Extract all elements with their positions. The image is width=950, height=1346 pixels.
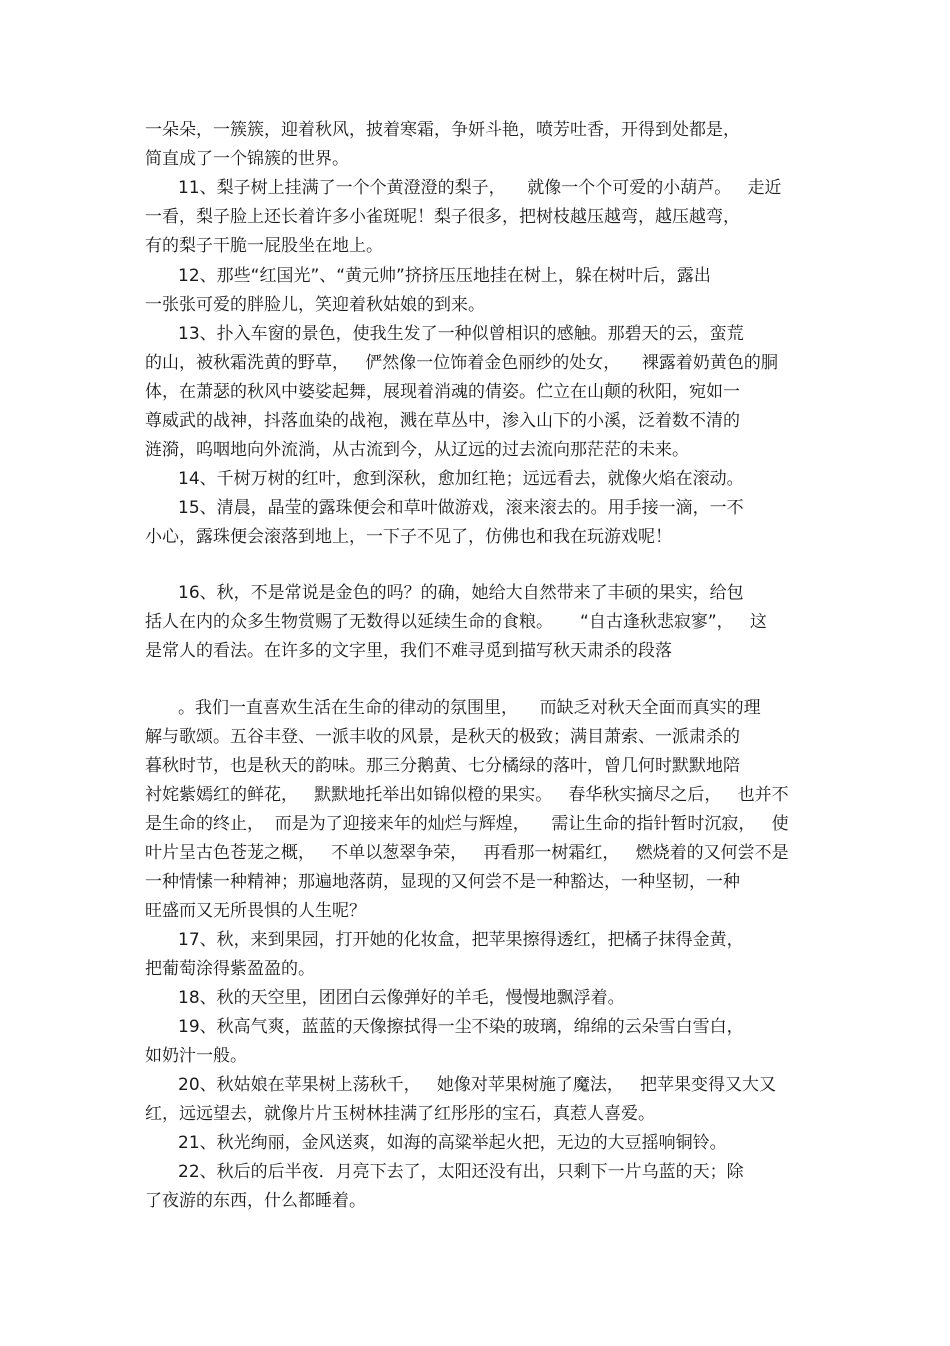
text-line: 括人在内的众多生物赏赐了无数得以延续生命的食粮。 “自古逢秋悲寂寥”， 这: [145, 612, 767, 632]
text-line: 一种情愫一种精神；那遍地落荫，显现的又何尝不是一种豁达，一种坚韧，一种: [145, 872, 740, 892]
paragraph-20: 20、秋姑娘在苹果树上荡秋千， 她像对苹果树施了魔法， 把苹果变得又大又: [178, 1075, 777, 1095]
paragraph-21: 21、秋光绚丽，金风送爽，如海的高粱举起火把，无边的大豆摇响铜铃。: [178, 1133, 727, 1153]
text-line: 解与歌颂。五谷丰登、一派丰收的风景，是秋天的极致；满目萧索、一派肃杀的: [145, 727, 740, 747]
text-line: 有的梨子干脆一屁股坐在地上。: [145, 236, 383, 256]
paragraph-19: 19、秋高气爽，蓝蓝的天像擦拭得一尘不染的玻璃，绵绵的云朵雪白雪白，: [178, 1017, 744, 1037]
text-line: 了夜游的东西，什么都睡着。: [145, 1191, 366, 1211]
paragraph-13: 13、扑入车窗的景色，使我生发了一种似曾相识的感触。那碧天的云，蛮荒: [178, 324, 744, 344]
paragraph-16-continued: 。我们一直喜欢生活在生命的律动的氛围里， 而缺乏对秋天全面而真实的理: [178, 698, 761, 718]
text-line: 是生命的终止， 而是为了迎接来年的灿烂与辉煌， 需让生命的指针暂时沉寂， 使: [145, 814, 789, 834]
text-line: 一朵朵，一簇簇，迎着秋风，披着寒霜，争妍斗艳，喷芳吐香，开得到处都是，: [145, 120, 740, 140]
text-line: 一张张可爱的胖脸儿，笑迎着秋姑娘的到来。: [145, 295, 485, 315]
text-line: 红，远远望去，就像片片玉树林挂满了红彤彤的宝石，真惹人喜爱。: [145, 1104, 655, 1124]
text-line: 小心，露珠便会滚落到地上，一下子不见了，仿佛也和我在玩游戏呢！: [145, 527, 672, 547]
text-line: 简直成了一个锦簇的世界。: [145, 149, 349, 169]
text-line: 尊威武的战神，抖落血染的战袍，溅在草丛中，渗入山下的小溪，泛着数不清的: [145, 411, 740, 431]
paragraph-12: 12、那些“红国光”、“黄元帅”挤挤压压地挂在树上，躲在树叶后，露出: [178, 266, 711, 286]
text-line: 衬姹紫嫣红的鲜花， 默默地托举出如锦似橙的果实。 春华秋实摘尽之后， 也并不: [145, 785, 789, 805]
paragraph-17: 17、秋，来到果园，打开她的化妆盒，把苹果擦得透红，把橘子抹得金黄，: [178, 930, 744, 950]
paragraph-22: 22、秋后的后半夜．月亮下去了，太阳还没有出，只剩下一片乌蓝的天；除: [178, 1162, 744, 1182]
text-line: 一看，梨子脸上还长着许多小雀斑呢！梨子很多，把树枝越压越弯，越压越弯，: [145, 207, 740, 227]
text-line: 叶片呈古色苍茏之概， 不单以葱翠争荣， 再看那一树霜红， 燃烧着的又何尝不是: [145, 843, 789, 863]
text-line: 涟漪，呜咽地向外流淌，从古流到今，从辽远的过去流向那茫茫的未来。: [145, 440, 689, 460]
text-line: 的山，被秋霜洗黄的野草， 俨然像一位饰着金色丽纱的处女， 裸露着奶黄色的胴: [145, 353, 778, 373]
text-line: 把葡萄涂得紫盈盈的。: [145, 959, 315, 979]
paragraph-14: 14、千树万树的红叶，愈到深秋，愈加红艳；远远看去，就像火焰在滚动。: [178, 469, 744, 489]
text-line: 是常人的看法。在许多的文字里，我们不难寻觅到描写秋天肃杀的段落: [145, 641, 672, 661]
paragraph-16: 16、秋，不是常说是金色的吗？的确，她给大自然带来了丰硕的果实，给包: [178, 583, 744, 603]
text-line: 体，在萧瑟的秋风中婆娑起舞，展现着消魂的倩姿。伫立在山颠的秋阳，宛如一: [145, 382, 740, 402]
text-line: 旺盛而又无所畏惧的人生呢？: [145, 901, 366, 921]
paragraph-11: 11、梨子树上挂满了一个个黄澄澄的梨子， 就像一个个可爱的小葫芦。 走近: [178, 178, 782, 198]
text-line: 如奶汁一般。: [145, 1046, 247, 1066]
text-line: 暮秋时节，也是秋天的韵味。那三分鹅黄、七分橘绿的落叶，曾几何时默默地陪: [145, 756, 740, 776]
paragraph-18: 18、秋的天空里，团团白云像弹好的羊毛，慢慢地飘浮着。: [178, 988, 625, 1008]
paragraph-15: 15、清晨，晶莹的露珠便会和草叶做游戏，滚来滚去的。用手接一滴，一不: [178, 498, 744, 518]
